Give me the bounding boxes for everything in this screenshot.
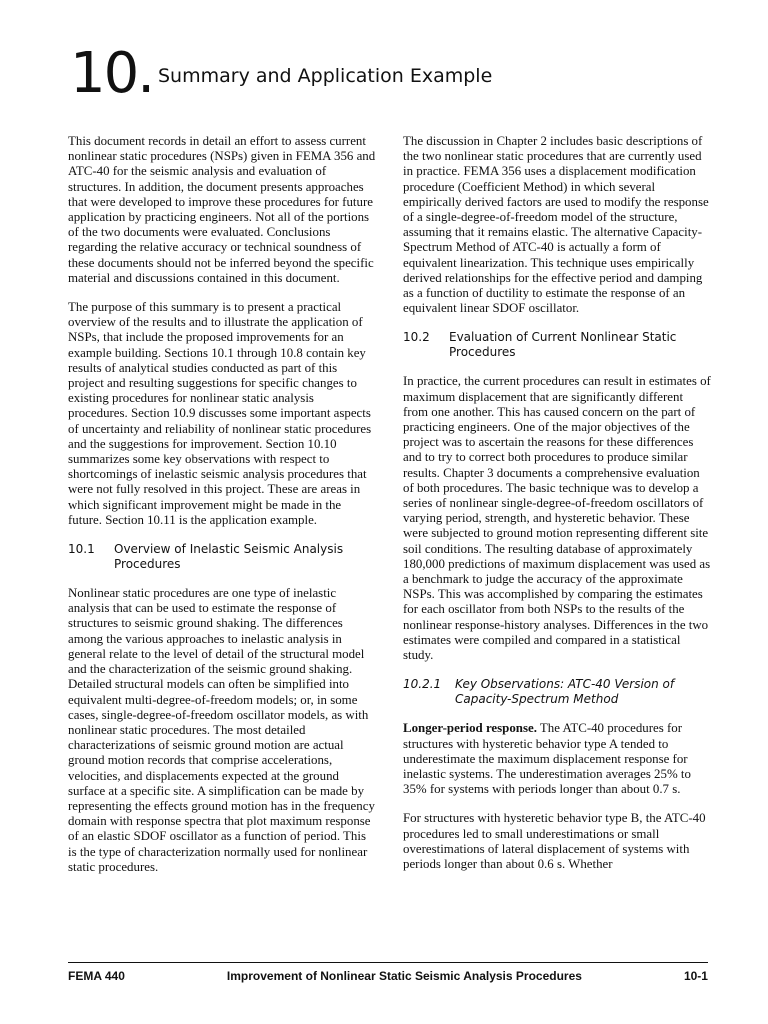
section-heading-10-1 bbox=[68, 542, 376, 572]
section-10-2-paragraph: In practice, the current procedures can result in estimates of maximum displacement that are significantly different from one another. This has caused concern on the part of practicing engineers. One of the major objectives of the project was to ascertain the reasons for these differences and to try to correct both procedures to produce similar results. Chapter 3 documents a comprehensive evaluation of both procedures. The basic technique was to develop a series of nonlinear single-degree-of-freedom oscillators of varying period, strength, and hysteretic behavior. These were subjected to ground motion representing different site soil conditions. The resulting database of approximately 180,000 predictions of maximum displacement was used as a benchmark to judge the accuracy of the approximate NSPs. This was accomplished by comparing the estimates for each oscillator from both NSPs to the results of the nonlinear response-history analyses. Differences in the two estimates were compiled and compared in a statistical study. bbox=[403, 374, 711, 663]
subsection-number: 10.2.1 bbox=[403, 677, 442, 692]
chapter2-discussion-paragraph: The discussion in Chapter 2 includes basic descriptions of the two nonlinear static procedures that are currently used in practice. FEMA 356 uses a displacement modification procedure (Coefficient Method) in which several empirically derived factors are used to modify the response of a single-degree-of-freedom model of the structure, assuming that it remains elastic. The alternative Capacity-Spectrum Method of ATC-40 is actually a form of equivalent linearization. This technique uses empirically derived relationships for the effective period and damping as a function of ductility to estimate the response of an equivalent linear SDOF oscillator. bbox=[403, 134, 709, 316]
chapter-title: Summary and Application Example bbox=[158, 65, 493, 87]
right-column bbox=[403, 134, 711, 886]
chapter-number-value: 10 bbox=[70, 41, 138, 106]
paragraph-text: The ATC-40 procedures for structures with hysteretic behavior type A tended to underestimate the maximum displacement response for inelastic systems. The underestimation averages 25% to 35% for systems with periods longer than about 0.7 s. bbox=[403, 721, 691, 797]
left-column bbox=[68, 134, 376, 889]
section-number: 10.2 bbox=[403, 330, 430, 345]
section-title: Evaluation of Current Nonlinear Static Procedures bbox=[449, 330, 677, 360]
footer-document-id: FEMA 440 bbox=[68, 969, 125, 983]
longer-period-paragraph bbox=[403, 721, 711, 797]
section-title: Overview of Inelastic Seismic Analysis Procedures bbox=[114, 542, 344, 572]
section-heading-10-2 bbox=[403, 330, 711, 360]
run-in-heading: Longer-period response. bbox=[403, 721, 537, 736]
intro-paragraph-2: The purpose of this summary is to present a practical overview of the results and to illustrate the application of NSPs, that include the proposed improvements for an example building. Sections 10.1 through 10.8 contain key results of analytical studies conducted as part of this project and resulting suggestions for specific changes to existing procedures for nonlinear static analysis procedures. Section 10.9 discusses some important aspects of uncertainty and reliability of nonlinear static procedures and the suggestions for improvement. Section 10.10 summarizes some key observations with respect to shortcomings of inelastic seismic analysis procedures that were not fully resolved in this project. These are areas in which significant improvement might be made in the future. Section 10.11 is the application example. bbox=[68, 300, 372, 527]
footer-document-title: Improvement of Nonlinear Static Seismic Analysis Procedures bbox=[226, 969, 582, 983]
subsection-heading-10-2-1 bbox=[403, 677, 711, 707]
chapter-number-dot: . bbox=[137, 41, 154, 106]
section-10-1-paragraph: Nonlinear static procedures are one type of inelastic analysis that can be used to estimate the response of structures to seismic ground shaking. The differences among the various approaches to inelastic analysis in general relate to the level of detail of the structural model and the characterization of the seismic ground shaking. Detailed structural models can often be simplified into equivalent multi-degree-of-freedom models; or, in some cases, single-degree-of-freedom oscillator models, as with nonlinear static procedures. The most detailed characterizations of seismic ground motion are actual ground motion records that comprise accelerations, velocities, and displacements expected at the ground surface at a specific site. A simplification can be made by representing the effects ground motion has in the frequency domain with response spectra that plot maximum response of an elastic SDOF oscillator as a function of period. This is the type of characterization normally used for nonlinear static procedures. bbox=[68, 586, 375, 874]
chapter-number bbox=[70, 41, 154, 106]
footer-divider bbox=[68, 962, 708, 963]
intro-paragraph-1: This document records in detail an effort to assess current nonlinear static procedures (NSPs) given in FEMA 356 and ATC-40 for the seismic analysis and evaluation of structures. In addition, the document presents approaches that were developed to improve these procedures for future application by practicing engineers. Not all of the portions of the two documents were evaluated. Conclusions regarding the relative accuracy or technical soundness of these documents should not be inferred beyond the specific material and discussions contained in this document. bbox=[68, 134, 376, 285]
hysteretic-type-b-paragraph: For structures with hysteretic behavior type B, the ATC-40 procedures led to small underestimations or small overestimations of lateral displacement of systems with periods longer than about 0.6 s. Whether bbox=[403, 811, 706, 871]
section-number: 10.1 bbox=[68, 542, 95, 557]
page-footer bbox=[68, 969, 708, 983]
subsection-title: Key Observations: ATC-40 Version of Capacity-Spectrum Method bbox=[455, 677, 675, 707]
page-number: 10-1 bbox=[683, 969, 708, 983]
